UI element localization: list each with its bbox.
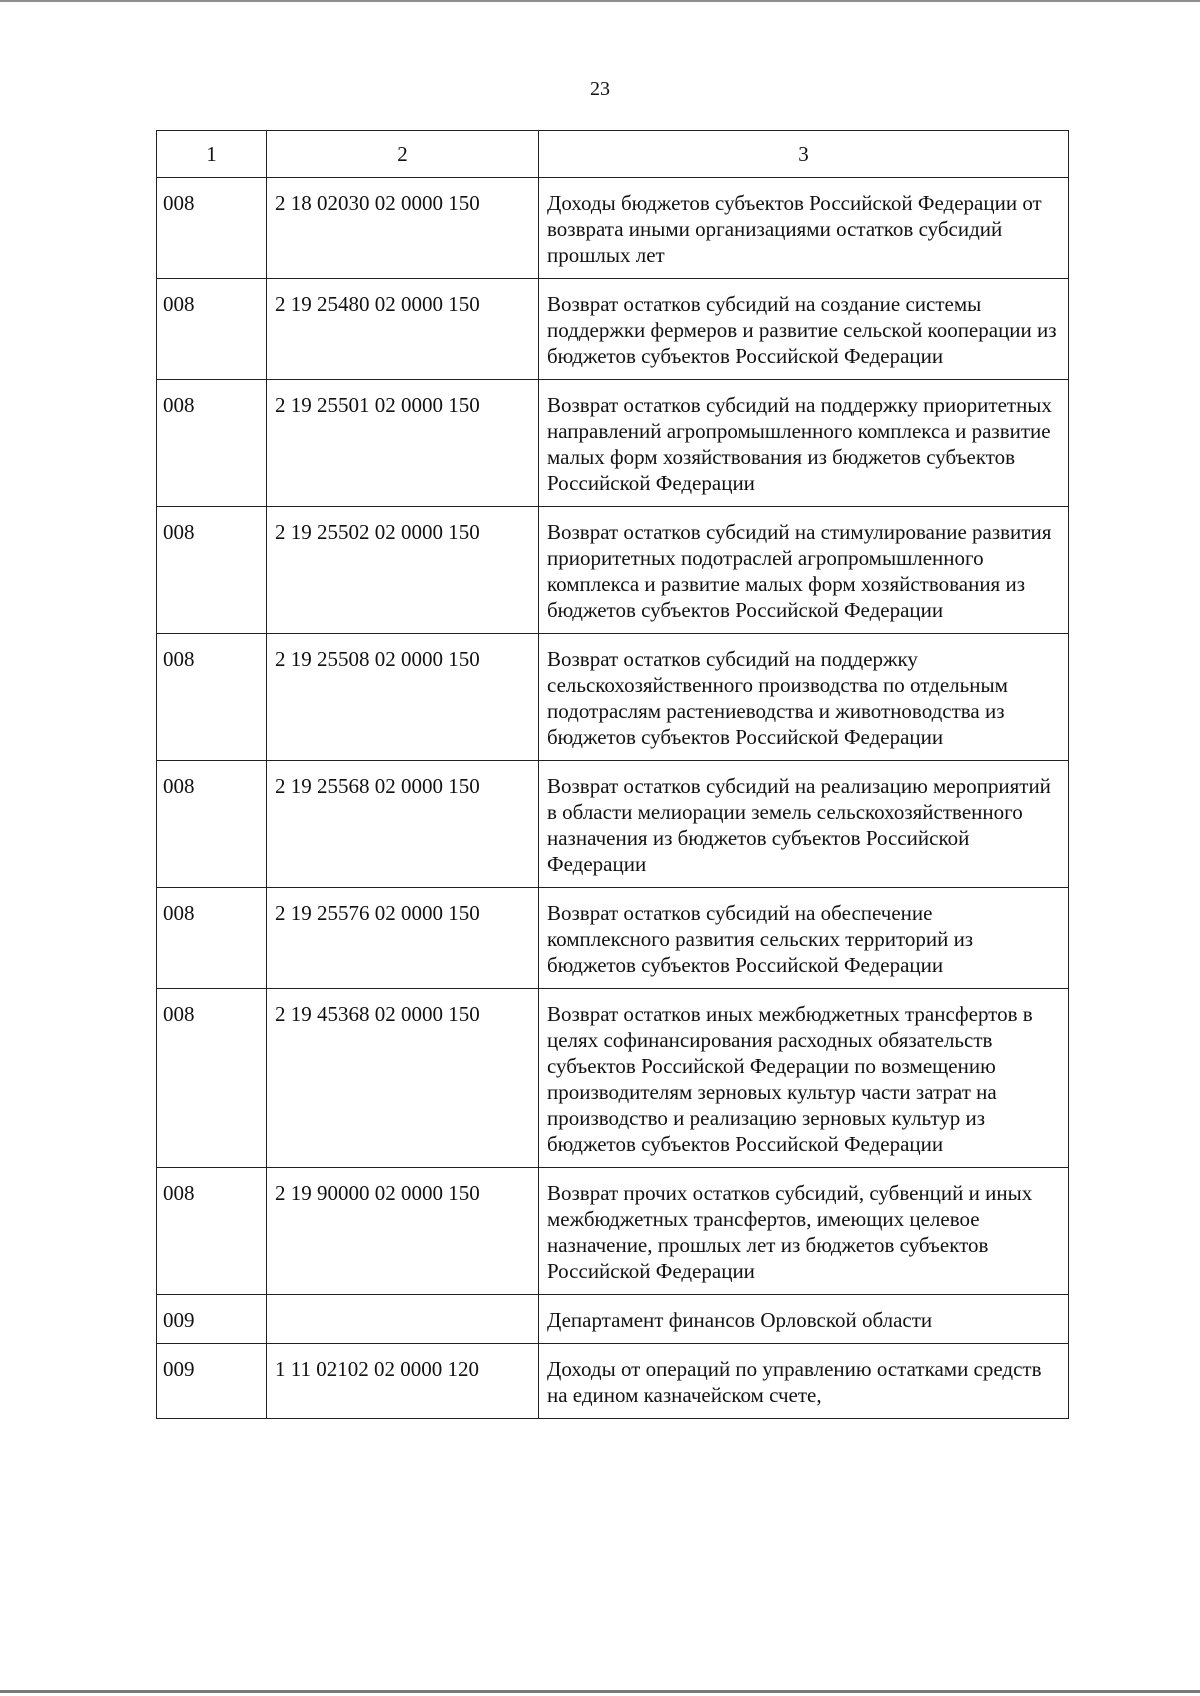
admin-code-cell: 008 xyxy=(157,279,267,380)
admin-code-cell: 008 xyxy=(157,1168,267,1295)
description-cell: Возврат прочих остатков субсидий, субвенций и иных межбюджетных трансфертов, имеющих целевое назначение, прошлых лет из бюджетов субъектов Российской Федерации xyxy=(539,1168,1069,1295)
table-row xyxy=(157,507,1069,634)
admin-code-cell: 008 xyxy=(157,507,267,634)
revenue-code-cell: 2 19 45368 02 0000 150 xyxy=(267,989,539,1168)
revenue-code-cell: 2 19 25501 02 0000 150 xyxy=(267,380,539,507)
scan-edge-bottom xyxy=(0,1690,1200,1693)
admin-code-cell: 008 xyxy=(157,888,267,989)
description-cell: Возврат остатков субсидий на обеспечение комплексного развития сельских территорий из бюджетов субъектов Российской Федерации xyxy=(539,888,1069,989)
revenue-code-cell: 2 19 25480 02 0000 150 xyxy=(267,279,539,380)
table-row xyxy=(157,989,1069,1168)
admin-code-cell: 008 xyxy=(157,178,267,279)
description-cell: Департамент финансов Орловской области xyxy=(539,1295,1069,1344)
description-cell: Возврат остатков субсидий на поддержку сельскохозяйственного производства по отдельным подотраслям растениеводства и животноводства из бюджетов субъектов Российской Федерации xyxy=(539,634,1069,761)
admin-code-cell: 008 xyxy=(157,989,267,1168)
revenue-code-cell: 2 19 25568 02 0000 150 xyxy=(267,761,539,888)
revenue-code-cell xyxy=(267,1295,539,1344)
scan-edge-top xyxy=(0,0,1200,2)
admin-code-cell: 008 xyxy=(157,634,267,761)
admin-code-cell: 008 xyxy=(157,761,267,888)
admin-code-cell: 009 xyxy=(157,1344,267,1419)
column-header-1: 1 xyxy=(157,131,267,178)
table-row xyxy=(157,1168,1069,1295)
description-cell: Возврат остатков субсидий на стимулирование развития приоритетных подотраслей агропромышленного комплекса и развитие малых форм хозяйствования из бюджетов субъектов Российской Федерации xyxy=(539,507,1069,634)
table-row xyxy=(157,279,1069,380)
description-cell: Доходы бюджетов субъектов Российской Федерации от возврата иными организациями остатков субсидий прошлых лет xyxy=(539,178,1069,279)
revenue-codes-table xyxy=(156,130,1069,1419)
description-cell: Доходы от операций по управлению остатками средств на едином казначейском счете, xyxy=(539,1344,1069,1419)
revenue-code-cell: 2 19 25508 02 0000 150 xyxy=(267,634,539,761)
revenue-code-cell: 2 19 25576 02 0000 150 xyxy=(267,888,539,989)
description-cell: Возврат остатков субсидий на поддержку приоритетных направлений агропромышленного комплекса и развитие малых форм хозяйствования из бюджетов субъектов Российской Федерации xyxy=(539,380,1069,507)
table-header-row xyxy=(157,131,1069,178)
table-row xyxy=(157,634,1069,761)
table-row xyxy=(157,380,1069,507)
admin-code-cell: 008 xyxy=(157,380,267,507)
revenue-code-cell: 2 19 90000 02 0000 150 xyxy=(267,1168,539,1295)
description-cell: Возврат остатков субсидий на реализацию мероприятий в области мелиорации земель сельскохозяйственного назначения из бюджетов субъектов Российской Федерации xyxy=(539,761,1069,888)
page-number: 23 xyxy=(590,78,610,100)
revenue-code-cell: 2 18 02030 02 0000 150 xyxy=(267,178,539,279)
revenue-code-cell: 2 19 25502 02 0000 150 xyxy=(267,507,539,634)
table-row xyxy=(157,1344,1069,1419)
description-cell: Возврат остатков иных межбюджетных трансфертов в целях софинансирования расходных обязательств субъектов Российской Федерации по возмещению производителям зерновых культур части затрат на производство и реализацию зерновых культур из бюджетов субъектов Российской Федерации xyxy=(539,989,1069,1168)
description-cell: Возврат остатков субсидий на создание системы поддержки фермеров и развитие сельской кооперации из бюджетов субъектов Российской Федерации xyxy=(539,279,1069,380)
column-header-3: 3 xyxy=(539,131,1069,178)
admin-code-cell: 009 xyxy=(157,1295,267,1344)
table-row xyxy=(157,1295,1069,1344)
column-header-2: 2 xyxy=(267,131,539,178)
table-row xyxy=(157,178,1069,279)
table-row xyxy=(157,761,1069,888)
revenue-code-cell: 1 11 02102 02 0000 120 xyxy=(267,1344,539,1419)
table-row xyxy=(157,888,1069,989)
